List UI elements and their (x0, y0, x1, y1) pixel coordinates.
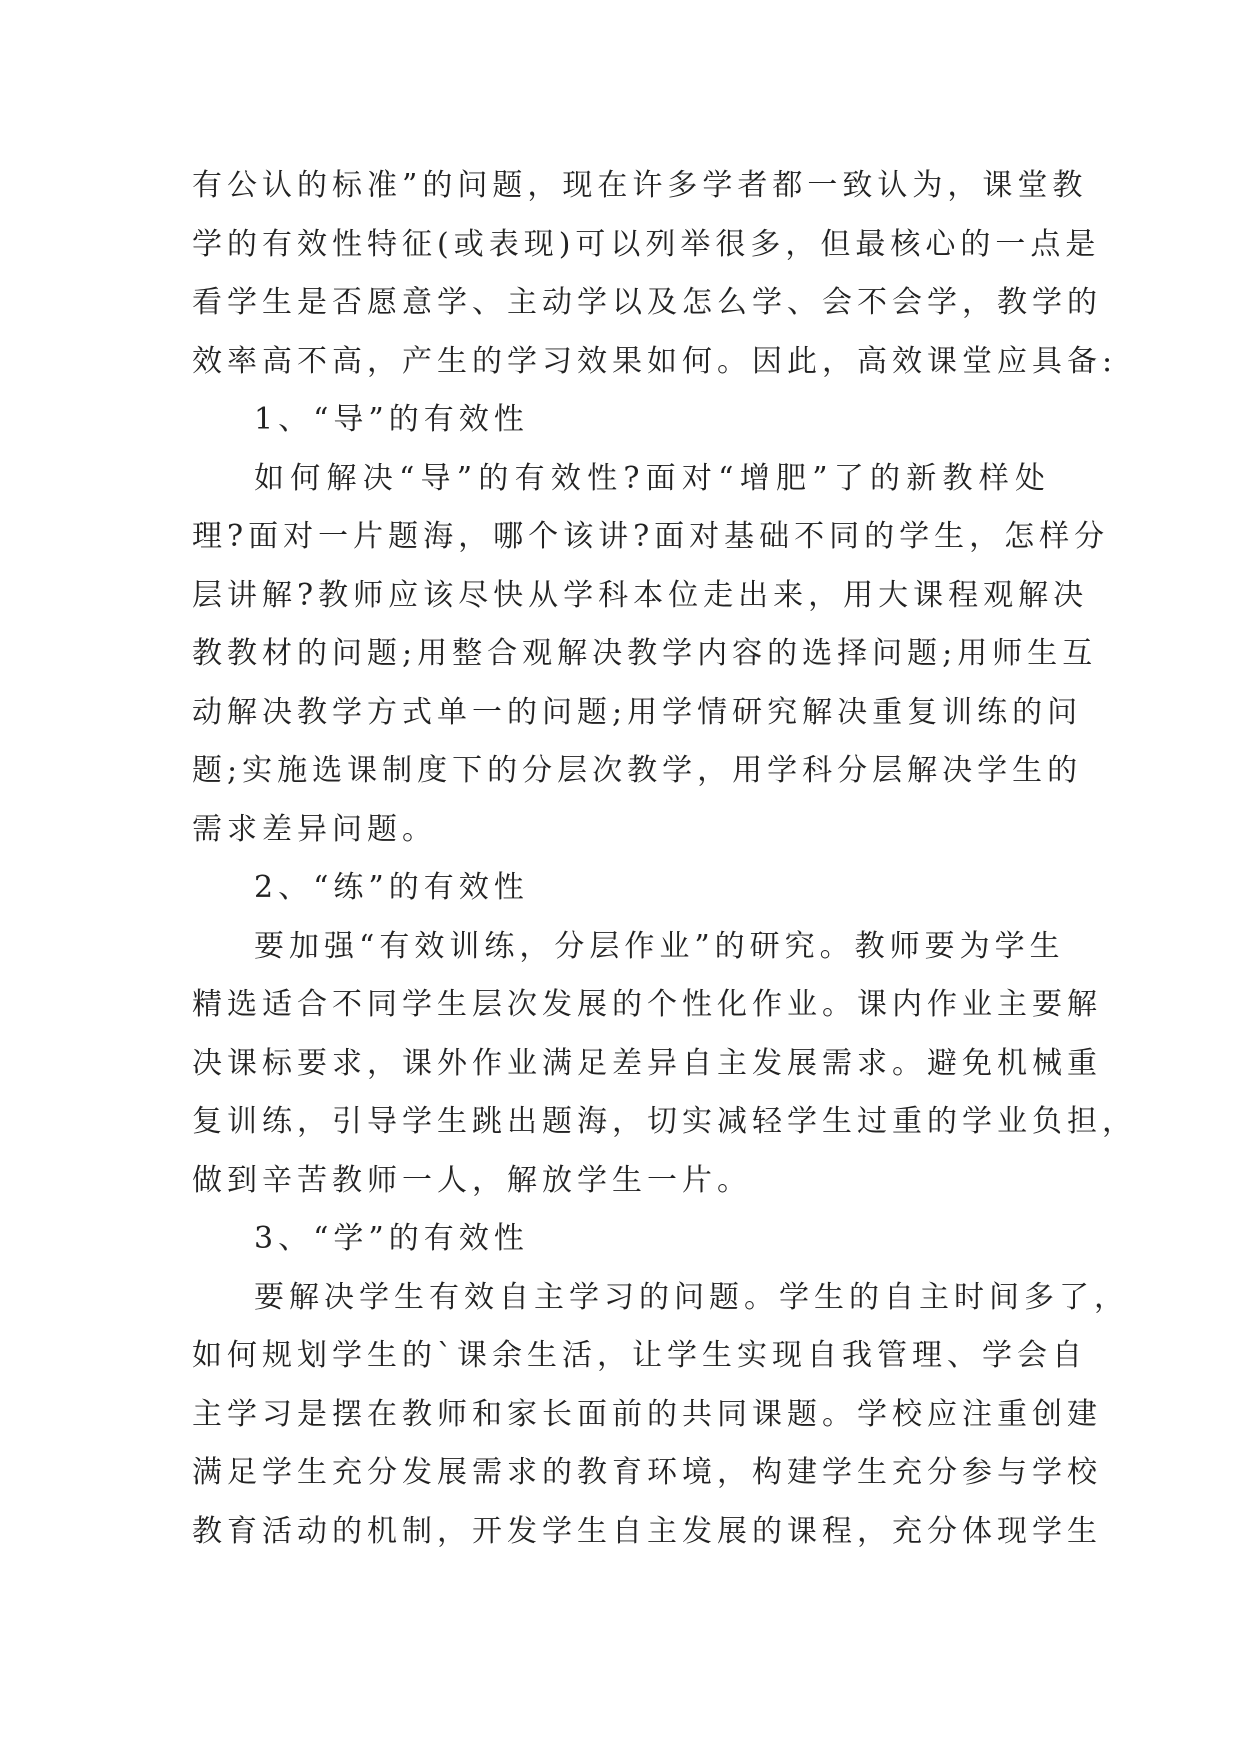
text-line: 理?面对一片题海，哪个该讲?面对基础不同的学生，怎样分 (192, 519, 1110, 554)
heading-line: 2、“练”的有效性 (254, 870, 529, 905)
section-heading-learning (192, 1210, 1050, 1269)
paragraph-guide (192, 450, 1110, 860)
paragraph-intro-continued (192, 157, 1118, 391)
text-line: 教教材的问题;用整合观解决教学内容的选择问题;用师生互 (192, 636, 1098, 671)
section-heading-practice (192, 859, 1050, 918)
section-heading-guide (192, 391, 1050, 450)
heading-line: 3、“学”的有效性 (254, 1221, 529, 1256)
text-line: 看学生是否愿意学、主动学以及怎么学、会不会学，教学的 (192, 285, 1102, 320)
text-line: 决课标要求，课外作业满足差异自主发展需求。避免机械重 (192, 1045, 1102, 1081)
text-line: 层讲解?教师应该尽快从学科本位走出来，用大课程观解决 (192, 577, 1089, 613)
text-line: 有公认的标准”的问题，现在许多学者都一致认为，课堂教 (192, 168, 1088, 203)
text-line: 需求差异问题。 (192, 811, 437, 847)
paragraph-practice (192, 918, 1137, 1211)
text-line: 要加强“有效训练，分层作业”的研究。教师要为学生 (254, 928, 1065, 964)
text-line: 效率高不高，产生的学习效果如何。因此，高效课堂应具备: (192, 343, 1118, 379)
text-line: 复训练，引导学生跳出题海，切实减轻学生过重的学业负担， (192, 1104, 1137, 1139)
heading-line: 1、“导”的有效性 (254, 402, 529, 437)
text-line: 满足学生充分发展需求的教育环境，构建学生充分参与学校 (192, 1455, 1102, 1490)
text-line: 如何解决“导”的有效性?面对“增肥”了的新教样处 (254, 460, 1050, 496)
text-line: 要解决学生有效自主学习的问题。学生的自主时间多了， (254, 1279, 1129, 1315)
paragraph-learning (192, 1269, 1129, 1562)
text-line: 学的有效性特征(或表现)可以列举很多，但最核心的一点是 (192, 226, 1101, 262)
text-line: 题;实施选课制度下的分层次教学，用学科分层解决学生的 (192, 753, 1083, 788)
text-line: 做到辛苦教师一人，解放学生一片。 (192, 1162, 752, 1198)
text-line: 动解决教学方式单一的问题;用学情研究解决重复训练的问 (192, 694, 1083, 730)
text-line: 如何规划学生的`课余生活，让学生实现自我管理、学会自 (192, 1338, 1087, 1373)
text-line: 教育活动的机制，开发学生自主发展的课程，充分体现学生 (192, 1513, 1102, 1549)
text-line: 主学习是摆在教师和家长面前的共同课题。学校应注重创建 (192, 1396, 1102, 1432)
document-body (192, 157, 1137, 1561)
text-line: 精选适合不同学生层次发展的个性化作业。课内作业主要解 (192, 987, 1102, 1022)
